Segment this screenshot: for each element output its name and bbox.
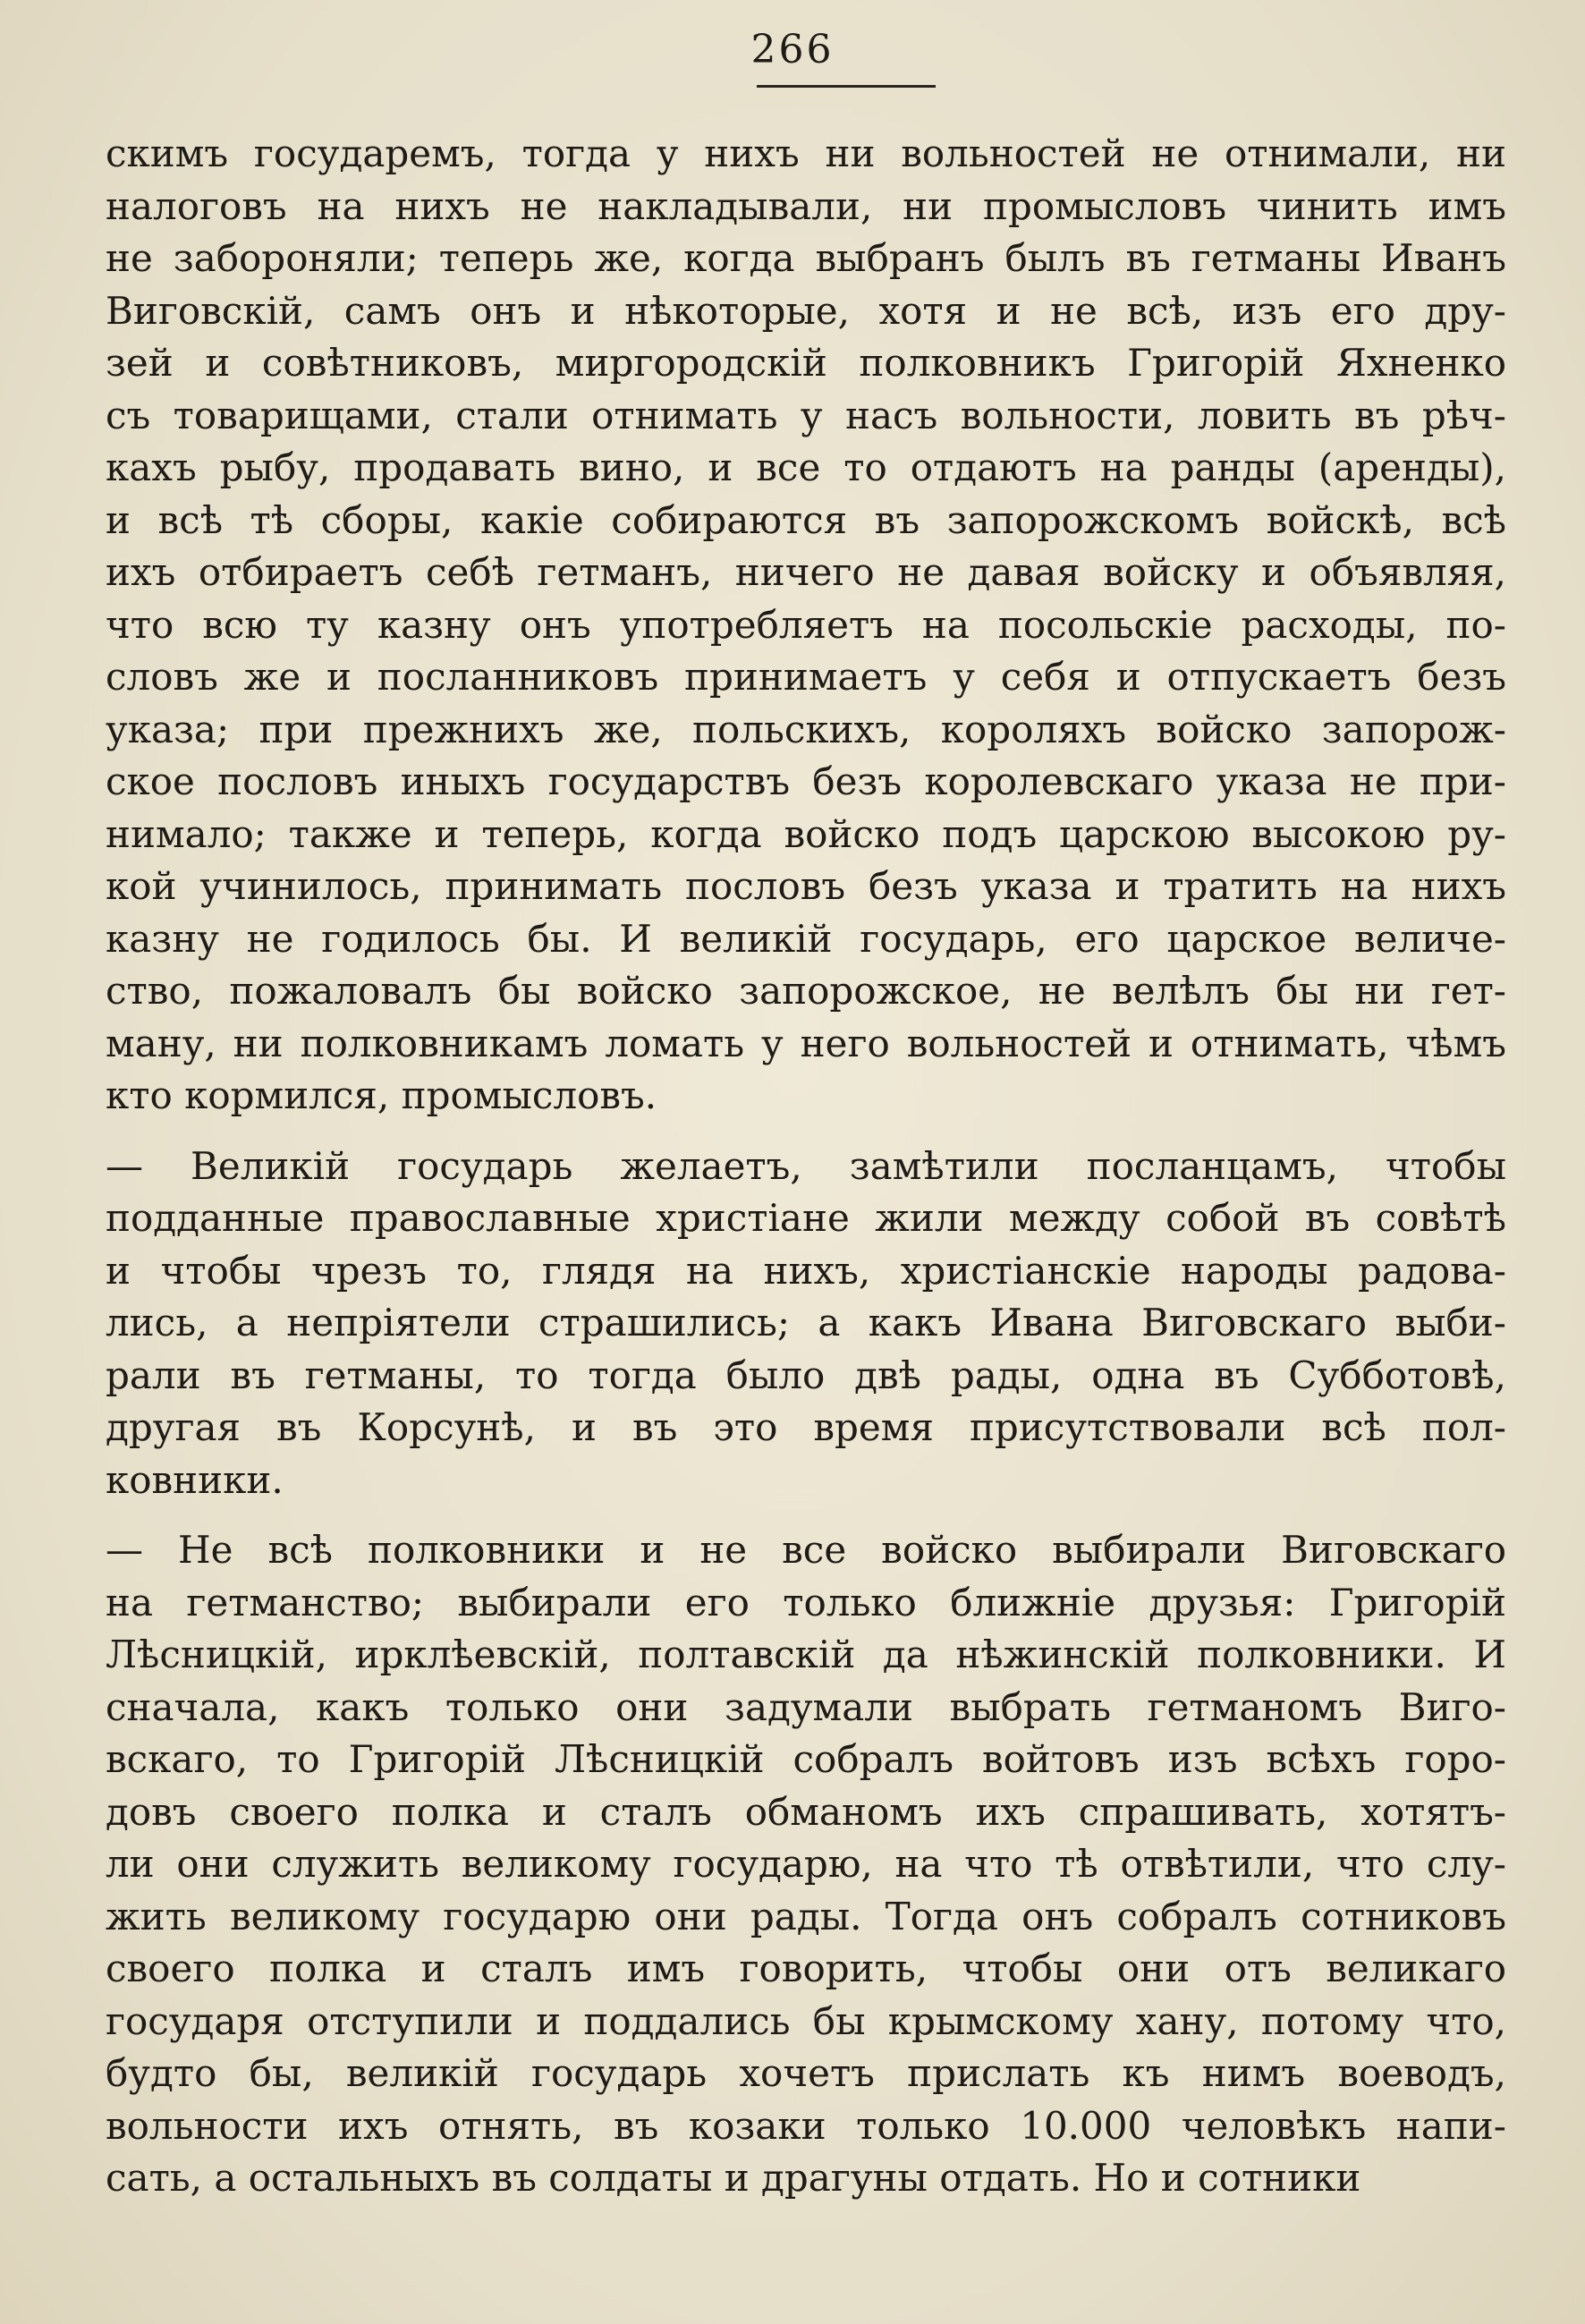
text-line: кой учинилось, принимать пословъ безъ указа и тратить на нихъ (106, 864, 1506, 908)
text-line: не забороняли; теперь же, когда выбранъ былъ въ гетманы Иванъ (106, 236, 1506, 280)
paragraph-gap (106, 1123, 1506, 1141)
text-line: кто кормился, промысловъ. (106, 1073, 657, 1117)
text-line: словъ же и посланниковъ принимаетъ у себя и отпускаетъ безъ (106, 655, 1506, 699)
text-line: рали въ гетманы, то тогда было двѣ рады, одна въ Субботовѣ, (106, 1353, 1506, 1397)
text-line: съ товарищами, стали отнимать у насъ вольности, ловить въ рѣч- (106, 393, 1506, 437)
text-line: — Великій государь желаетъ, замѣтили посланцамъ, чтобы (106, 1143, 1506, 1188)
text-line: довъ своего полка и сталъ обманомъ ихъ спрашивать, хотятъ- (106, 1789, 1506, 1834)
text-line: на гетманство; выбирали его только ближніе друзья: Григорій (106, 1580, 1506, 1624)
text-line: кахъ рыбу, продавать вино, и все то отдаютъ на ранды (аренды), (106, 445, 1506, 489)
header-rule (757, 85, 936, 88)
text-line: ману, ни полковникамъ ломать у него вольностей и отнимать, чѣмъ (106, 1021, 1506, 1065)
text-line: что всю ту казну онъ употребляетъ на посольскіе расходы, по- (106, 602, 1506, 647)
text-line: другая въ Корсунѣ, и въ это время присутствовали всѣ пол- (106, 1405, 1506, 1449)
text-line: зей и совѣтниковъ, миргородскій полковникъ Григорій Яхненко (106, 341, 1506, 385)
text-line: Лѣсницкій, ирклѣевскій, полтавскій да нѣжинскій полковники. И (106, 1633, 1506, 1676)
text-line: ковники. (106, 1457, 284, 1502)
text-line: и всѣ тѣ сборы, какіе собираются въ запорожскомъ войскѣ, всѣ (106, 497, 1506, 542)
text-line: — Не всѣ полковники и не все войско выбирали Виговскаго (106, 1528, 1506, 1572)
text-line: налоговъ на нихъ не накладывали, ни промысловъ чинить имъ (106, 183, 1506, 228)
body-text (106, 128, 1506, 2205)
paragraph (106, 1141, 1506, 1507)
text-line: государя отступили и поддались бы крымскому хану, потому что, (106, 1998, 1506, 2043)
text-line: и чтобы чрезъ то, глядя на нихъ, христіанскіе народы радова- (106, 1248, 1506, 1293)
page-number: 266 (750, 27, 835, 72)
text-line: казну не годилось бы. И великій государь, его царское величе- (106, 916, 1506, 961)
text-line: указа; при прежнихъ же, польскихъ, короляхъ войско запорож- (106, 707, 1506, 751)
text-line: скимъ государемъ, тогда у нихъ ни вольностей не отнимали, ни (106, 131, 1506, 175)
text-line: сать, а остальныхъ въ солдаты и драгуны отдать. Но и сотники (106, 2156, 1361, 2200)
text-line: подданные православные христіане жили между собой въ совѣтѣ (106, 1196, 1506, 1240)
text-line: ство, пожаловалъ бы войско запорожское, не велѣлъ бы ни гет- (106, 969, 1506, 1013)
text-line: жить великому государю они рады. Тогда онъ собралъ сотниковъ (106, 1894, 1506, 1938)
text-line: нимало; также и теперь, когда войско подъ царскою высокою ру- (106, 811, 1506, 856)
text-line: лись, а непріятели страшились; а какъ Ивана Виговскаго выби- (106, 1301, 1506, 1344)
paragraph (106, 1524, 1506, 2205)
text-line: сначала, какъ только они задумали выбрать гетманомъ Виго- (106, 1684, 1506, 1729)
text-line: вскаго, то Григорій Лѣсницкій собралъ войтовъ изъ всѣхъ горо- (106, 1737, 1506, 1781)
text-line: ихъ отбираетъ себѣ гетманъ, ничего не давая войску и объявляя, (106, 550, 1506, 594)
text-line: ское пословъ иныхъ государствъ безъ королевскаго указа не при- (106, 759, 1506, 803)
text-line: ли они служить великому государю, на что тѣ отвѣтили, что слу- (106, 1842, 1506, 1886)
text-line: своего полка и сталъ имъ говорить, чтобы они отъ великаго (106, 1947, 1506, 1990)
text-line: вольности ихъ отнять, въ козаки только 10.000 человѣкъ напи- (106, 2103, 1506, 2148)
paragraph (106, 128, 1506, 1123)
text-line: Виговскій, самъ онъ и нѣкоторые, хотя и не всѣ, изъ его дру- (106, 288, 1506, 333)
paragraph-gap (106, 1506, 1506, 1524)
text-line: будто бы, великій государь хочетъ прислать къ нимъ воеводъ, (106, 2051, 1506, 2095)
